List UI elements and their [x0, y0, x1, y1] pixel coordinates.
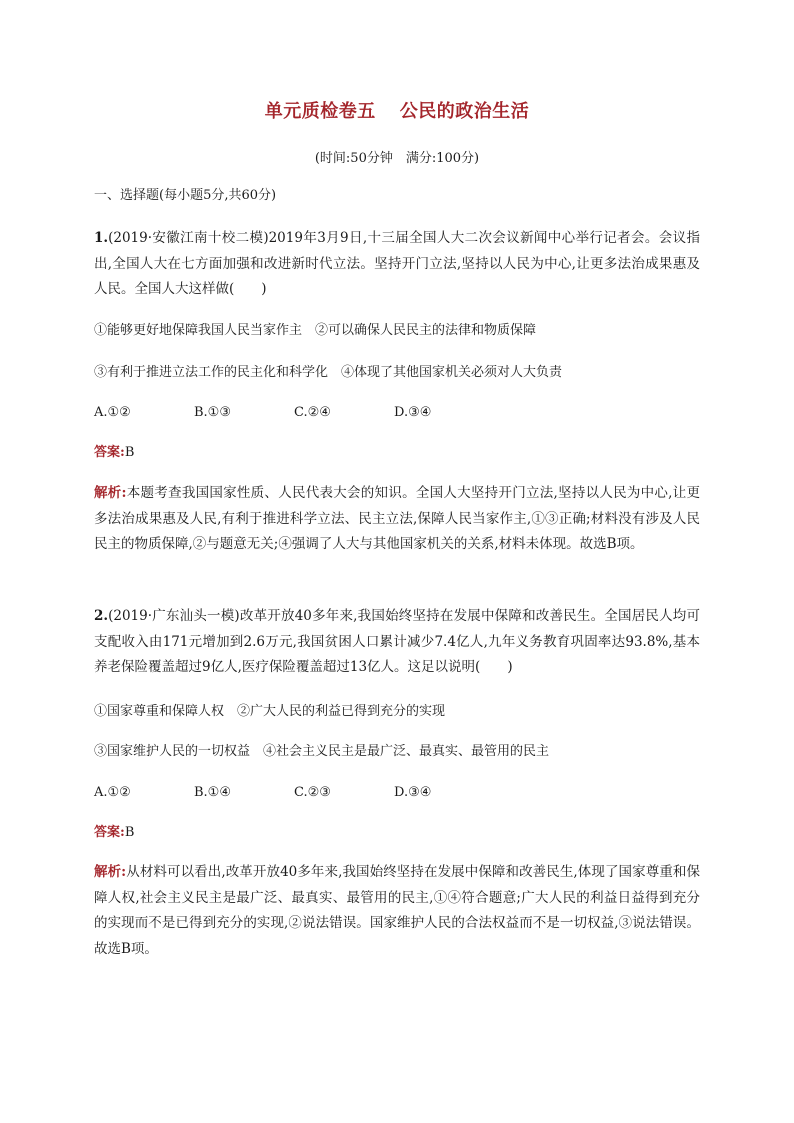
answer-value: B: [124, 445, 135, 460]
exam-info: (时间:50分钟 满分:100分): [314, 151, 480, 166]
question-2-options: [94, 784, 494, 802]
question-1-stem: [94, 226, 700, 303]
explanation-label: 解析:: [94, 485, 127, 501]
answer-label: 答案:: [94, 445, 125, 460]
page-title: [0, 97, 794, 123]
question-2-explanation: [94, 860, 700, 962]
explanation-label: 解析:: [94, 864, 127, 880]
question-number: 1.: [94, 230, 109, 246]
title-main: 单元质检卷五: [264, 101, 376, 122]
title-sub: 公民的政治生活: [399, 101, 530, 122]
question-2-answer: [94, 824, 134, 842]
question-2-stem: [94, 604, 700, 681]
section-heading: 一、选择题(每小题5分,共60分): [94, 188, 277, 203]
explanation-text: 从材料可以看出,改革开放40多年来,我国始终坚持在发展中保障和改善民生,体现了国家尊重和保障人权,社会主义民主是最广泛、最真实、最管用的民主,①④符合题意;广大人民的利益日益得到充分的实现而不是已得到充分的实现,②说法错误。国家维护人民的合法权益而不是一切权益,③说法错误。故选B项。: [94, 864, 700, 957]
question-text: (2019·广东汕头一模)改革开放40多年来,我国始终坚持在发展中保障和改善民生。全国居民人均可支配收入由171元增加到2.6万元,我国贫困人口累计减少7.4亿人,九年义务教育巩固率达93.8%,基本养老保险覆盖超过9亿人,医疗保险覆盖超过13亿人。这足以说明( ): [94, 608, 700, 675]
explanation-text: 本题考查我国国家性质、人民代表大会的知识。全国人大坚持开门立法,坚持以人民为中心,让更多法治成果惠及人民,有利于推进科学立法、民主立法,保障人民当家作主,①③正确;材料没有涉及人民民主的物质保障,②与题意无关;④强调了人大与其他国家机关的关系,材料未体现。故选B项。: [94, 485, 700, 552]
question-2-statements-line-1: ①国家尊重和保障人权 ②广大人民的利益已得到充分的实现: [94, 704, 446, 719]
option-b: B.①③: [194, 405, 231, 420]
question-1-statements-line-2: ③有利于推进立法工作的民主化和科学化 ④体现了其他国家机关必须对人大负责: [94, 365, 563, 380]
option-b: B.①④: [194, 785, 231, 800]
question-1-explanation: [94, 481, 700, 558]
question-1-statements-line-1: ①能够更好地保障我国人民当家作主 ②可以确保人民民主的法律和物质保障: [94, 323, 537, 338]
question-text: (2019·安徽江南十校二模)2019年3月9日,十三届全国人大二次会议新闻中心举行记者会。会议指出,全国人大在七方面加强和改进新时代立法。坚持开门立法,坚持以人民为中心,让更多法治成果惠及人民。全国人大这样做( ): [94, 230, 700, 297]
question-number: 2.: [94, 608, 109, 624]
question-1-answer: [94, 444, 134, 462]
option-c: C.②③: [294, 785, 331, 800]
option-d: D.③④: [394, 405, 432, 420]
option-c: C.②④: [294, 405, 331, 420]
question-1-options: [94, 404, 494, 422]
answer-label: 答案:: [94, 825, 125, 840]
option-d: D.③④: [394, 785, 432, 800]
option-a: A.①②: [94, 785, 131, 800]
question-2-statements-line-2: ③国家维护人民的一切权益 ④社会主义民主是最广泛、最真实、最管用的民主: [94, 744, 550, 759]
answer-value: B: [124, 825, 135, 840]
option-a: A.①②: [94, 405, 131, 420]
